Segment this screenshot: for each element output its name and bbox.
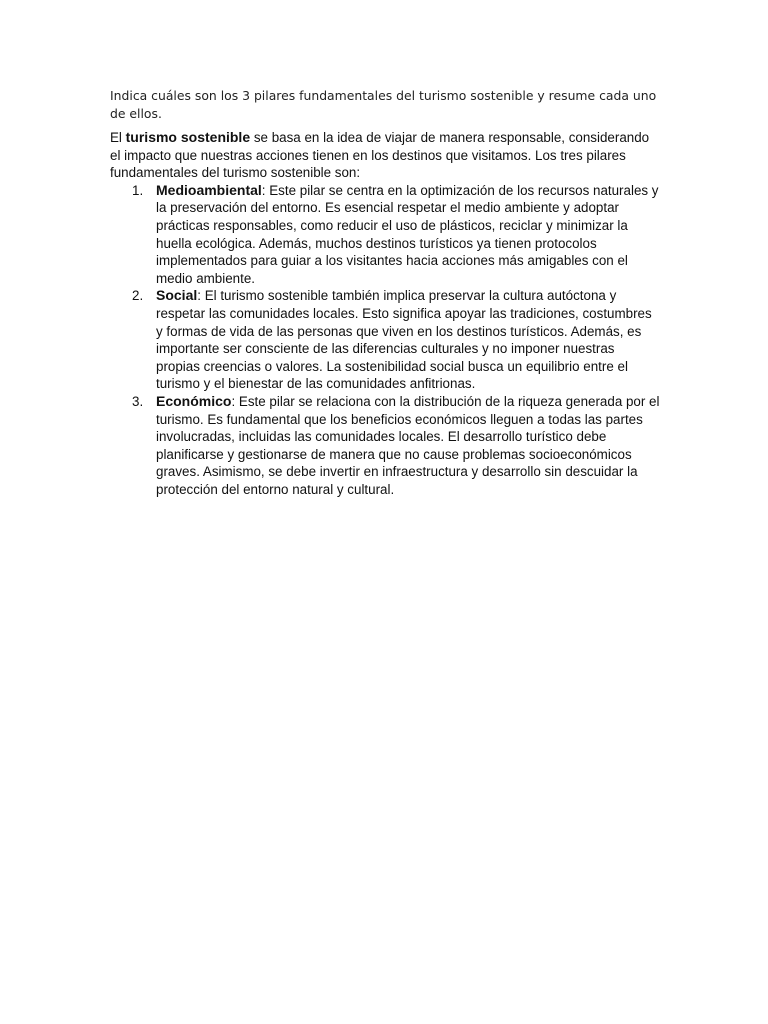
list-item [110,287,662,393]
list-item [110,182,662,288]
answer-body [110,129,662,498]
list-item-number: 1. [132,182,144,198]
pillar-term: Económico [156,392,232,409]
pillar-text: : Este pilar se relaciona con la distribución de la riqueza generada por el turismo. Es fundamental que los beneficios económicos lleguen a todas las partes involucradas, incluidas las comunidades locales. El desarrollo turístico debe planificarse y gestionarse de manera que no cause problemas socioeconómicos graves. Asimismo, se debe invertir en infraestructura y desarrollo sin descuidar la protección del entorno natural y cultural. [156,393,660,497]
list-item-number: 2. [132,288,144,304]
list-item-number: 3. [132,393,144,409]
pillars-list [110,182,662,499]
list-item [110,393,662,499]
pillar-text: : Este pilar se centra en la optimización de los recursos naturales y la preservación del entorno. Es esencial respetar el medio ambiente y adoptar prácticas responsables, como reducir el uso de plásticos, reciclar y minimizar la huella ecológica. Además, muchos destinos turísticos ya tienen protocolos implementados para guiar a los visitantes hacia acciones más amigables con el medio ambiente. [156,182,659,286]
intro-suffix: se basa en la idea de viajar de manera responsable, considerando el impacto que nuestras acciones tienen en los destinos que visitamos. Los tres pilares fundamentales del turismo sostenible son: [110,130,650,181]
intro-prefix: El [110,130,126,145]
intro-term: turismo sostenible [125,129,251,145]
pillar-text: : El turismo sostenible también implica preservar la cultura autóctona y respetar las comunidades locales. Esto significa apoyar las tradiciones, costumbres y formas de vida de las personas que viven en los destinos turísticos. Además, es importante ser consciente de las diferencias culturales y no imponer nuestras propias creencias o valores. La sostenibilidad social busca un equilibrio entre el turismo y el bienestar de las comunidades anfitrionas. [156,288,652,392]
question-text: Indica cuáles son los 3 pilares fundamentales del turismo sostenible y resume cada uno de ellos. [110,88,657,121]
pillar-term: Medioambiental [156,181,262,198]
pillar-term: Social [156,287,198,304]
intro-paragraph [110,129,662,182]
document-page [110,87,662,498]
